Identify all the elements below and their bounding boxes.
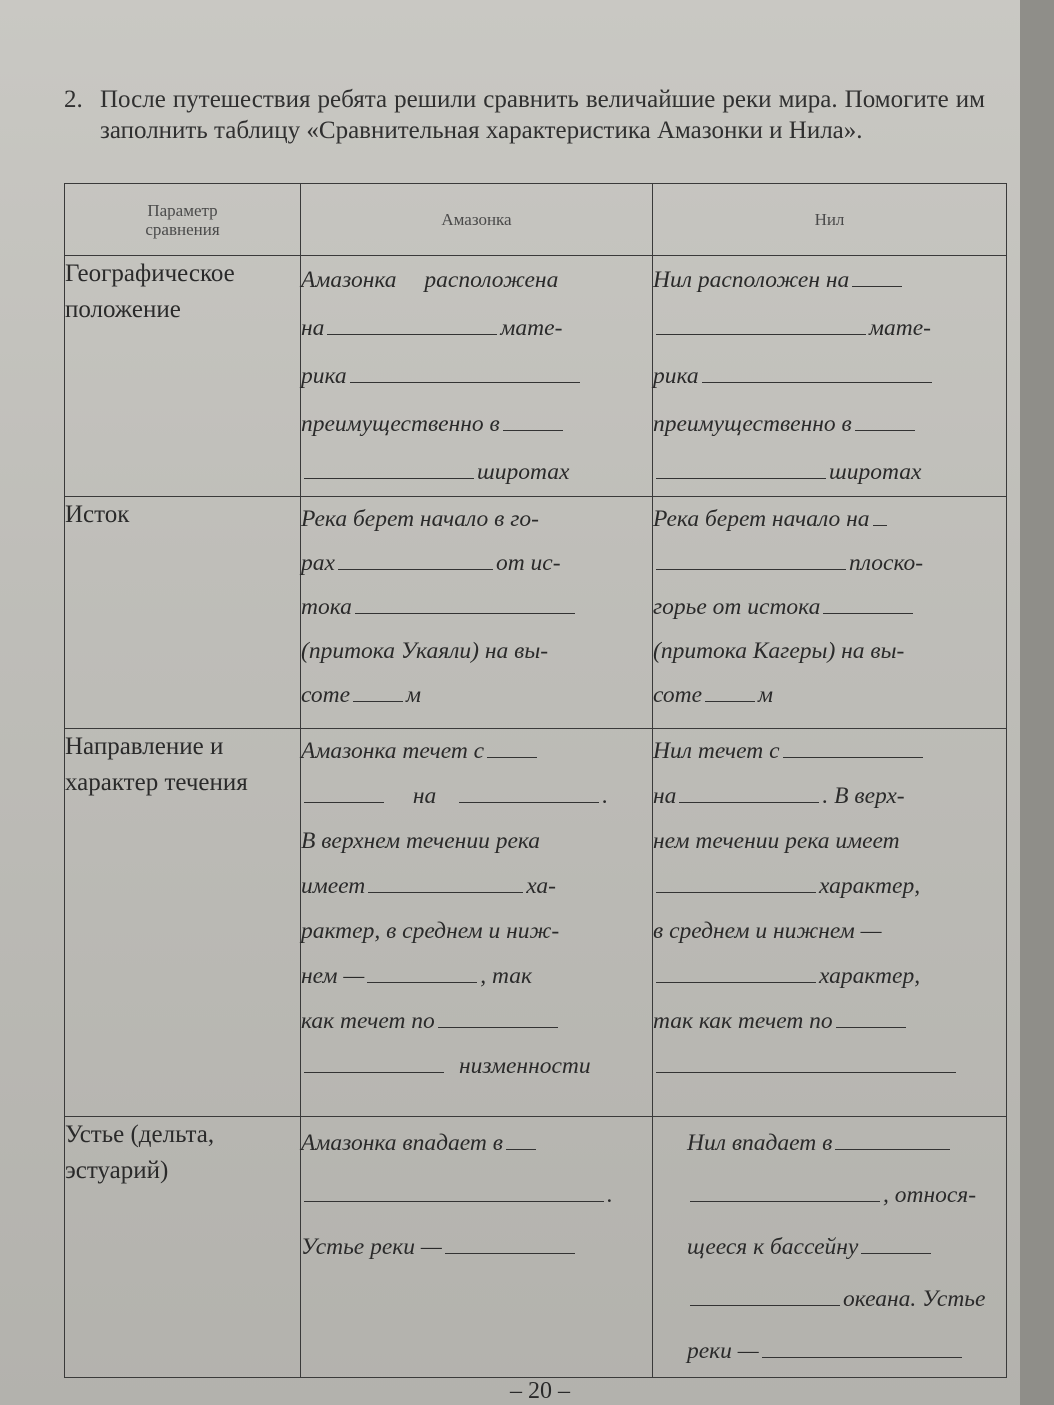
answer-blank[interactable] bbox=[836, 1026, 906, 1028]
param-source: Исток bbox=[65, 497, 301, 729]
answer-blank[interactable] bbox=[705, 700, 755, 702]
answer-blank[interactable] bbox=[304, 801, 384, 803]
answer-blank[interactable] bbox=[304, 1200, 604, 1202]
param-flow-direction: Направление и характер течения bbox=[65, 729, 301, 1117]
amazon-source: Река берет начало в го- рах от ис- тока (притока Укаяли) на вы- соте м bbox=[301, 497, 653, 729]
comparison-table bbox=[64, 183, 1007, 1378]
amazon-flow-direction: Амазонка течет с на . В верхнем течении река имеет ха- рактер, в среднем и ниж- нем — , так как течет по низменности bbox=[301, 729, 653, 1117]
table-row bbox=[65, 256, 1007, 497]
answer-blank[interactable] bbox=[656, 333, 866, 335]
answer-blank[interactable] bbox=[353, 700, 403, 702]
answer-blank[interactable] bbox=[367, 981, 477, 983]
amazon-geographic-position: Амазонка расположена на мате- рика преимущественно в широтах bbox=[301, 256, 653, 497]
task-text: После путешествия ребята решили сравнить величайшие реки мира. Помогите им заполнить таблицу «Сравнительная характеристика Амазонки и Нила». bbox=[100, 86, 985, 144]
answer-blank[interactable] bbox=[783, 756, 923, 758]
table-row bbox=[65, 1117, 1007, 1378]
nile-mouth: Нил впадает в , относя- щееся к бассейну океана. Устье реки — bbox=[653, 1117, 1007, 1378]
answer-blank[interactable] bbox=[690, 1304, 840, 1306]
answer-blank[interactable] bbox=[506, 1148, 536, 1150]
table-header-row bbox=[65, 184, 1007, 256]
answer-blank[interactable] bbox=[852, 285, 902, 287]
amazon-mouth: Амазонка впадает в . Устье реки — bbox=[301, 1117, 653, 1378]
header-nile: Нил bbox=[653, 184, 1007, 256]
answer-blank[interactable] bbox=[656, 568, 846, 570]
answer-blank[interactable] bbox=[702, 381, 932, 383]
answer-blank[interactable] bbox=[327, 333, 497, 335]
header-amazon: Амазонка bbox=[301, 184, 653, 256]
param-geographic-position: Географическое положение bbox=[65, 256, 301, 497]
answer-blank[interactable] bbox=[861, 1252, 931, 1254]
page-number: – 20 – bbox=[510, 1378, 570, 1404]
nile-source: Река берет начало на плоско- горье от истока (притока Кагеры) на вы- соте м bbox=[653, 497, 1007, 729]
answer-blank[interactable] bbox=[762, 1356, 962, 1358]
answer-blank[interactable] bbox=[679, 801, 819, 803]
answer-blank[interactable] bbox=[823, 612, 913, 614]
nile-flow-direction: Нил течет с на . В верх- нем течении река имеет характер, в среднем и нижнем — характер, так как течет по bbox=[653, 729, 1007, 1117]
answer-blank[interactable] bbox=[445, 1252, 575, 1254]
answer-blank[interactable] bbox=[438, 1026, 558, 1028]
answer-blank[interactable] bbox=[355, 612, 575, 614]
answer-blank[interactable] bbox=[487, 756, 537, 758]
answer-blank[interactable] bbox=[656, 1071, 956, 1073]
answer-blank[interactable] bbox=[855, 429, 915, 431]
answer-blank[interactable] bbox=[835, 1148, 950, 1150]
table-row bbox=[65, 729, 1007, 1117]
answer-blank[interactable] bbox=[503, 429, 563, 431]
answer-blank[interactable] bbox=[304, 477, 474, 479]
answer-blank[interactable] bbox=[656, 981, 816, 983]
answer-blank[interactable] bbox=[338, 568, 493, 570]
answer-blank[interactable] bbox=[350, 381, 580, 383]
answer-blank[interactable] bbox=[656, 477, 826, 479]
table-row bbox=[65, 497, 1007, 729]
header-parameter: Параметр сравнения bbox=[65, 184, 301, 256]
answer-blank[interactable] bbox=[690, 1200, 880, 1202]
answer-blank[interactable] bbox=[873, 524, 887, 526]
nile-geographic-position: Нил расположен на мате- рика преимущественно в широтах bbox=[653, 256, 1007, 497]
answer-blank[interactable] bbox=[368, 891, 523, 893]
task-statement bbox=[60, 84, 985, 146]
answer-blank[interactable] bbox=[459, 801, 599, 803]
answer-blank[interactable] bbox=[656, 891, 816, 893]
task-number: 2. bbox=[64, 86, 83, 113]
param-mouth: Устье (дельта, эстуарий) bbox=[65, 1117, 301, 1378]
answer-blank[interactable] bbox=[304, 1071, 444, 1073]
